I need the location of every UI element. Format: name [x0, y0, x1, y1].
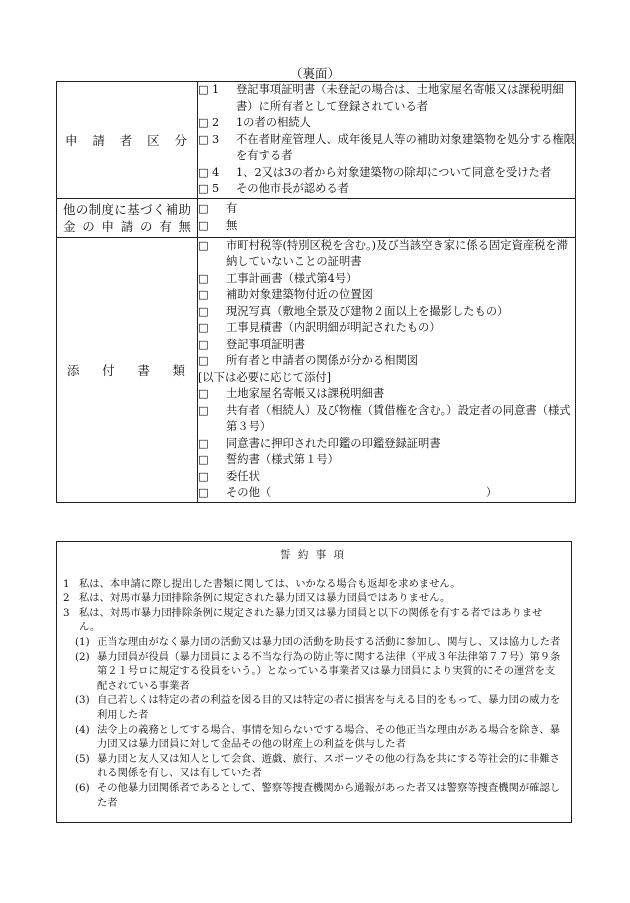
applicant-option[interactable]: [198, 82, 575, 115]
other-subsidy-option[interactable]: [198, 201, 575, 218]
attachments-label-char: 付: [102, 362, 115, 378]
pledge-subitem-number: (2): [75, 650, 90, 663]
item-text: 補助対象建築物付近の位置図: [226, 288, 373, 301]
applicant-label-cell: [57, 82, 198, 199]
checkbox[interactable]: □: [198, 486, 209, 499]
option-number: 2: [212, 116, 220, 129]
optional-attachment-item[interactable]: [198, 403, 575, 436]
checkbox[interactable]: □: [198, 271, 209, 285]
checkbox[interactable]: □: [198, 83, 209, 96]
checkbox[interactable]: □: [198, 387, 209, 400]
applicant-label: [57, 131, 197, 149]
checkbox[interactable]: □: [198, 337, 209, 351]
pledge-subitem-text: 自己若しくは特定の者の利益を図る目的又は特定の者に損害を与える目的をもって、暴力団の威力を利用した者: [97, 694, 561, 721]
attachments-label-cell: [57, 237, 198, 502]
pledge-subitem: [63, 752, 563, 781]
checkbox[interactable]: □: [198, 116, 209, 129]
optional-attachment-item[interactable]: [198, 485, 575, 502]
option-text: 有: [226, 202, 238, 215]
applicant-options: [198, 82, 576, 199]
pledge-subitem-number: (3): [75, 694, 90, 707]
optional-attachment-item[interactable]: [198, 469, 575, 486]
option-text: 登記事項証明書（未登記の場合は、土地家屋名寄帳又は課税明細書）に所有者として登録されている者: [236, 83, 564, 113]
pledge-subitem-text: 暴力団と友人又は知人として会食、遊戯、旅行、スポーツその他の行為を共にする等社会的に非難される関係を有し、又は有していた者: [97, 752, 560, 780]
pledge-subitem-number: (1): [75, 635, 90, 648]
option-text: その他市長が認める者: [236, 182, 349, 195]
item-text: 工事見積書（内訳明細が明記されたもの）: [226, 321, 441, 334]
checkbox[interactable]: □: [198, 321, 209, 334]
other-subsidy-option[interactable]: [198, 218, 575, 235]
optional-attachment-item[interactable]: [198, 436, 575, 453]
other-subsidy-label: 他の制度に基づく補助金の申請の有無: [63, 201, 191, 234]
applicant-label-char: 請: [92, 132, 105, 148]
pledge-item-number: 2: [63, 592, 70, 605]
applicant-label-char: 申: [65, 132, 78, 148]
other-subsidy-row: [57, 198, 576, 237]
pledge-item: [63, 606, 563, 635]
pledge-subitem: [63, 650, 563, 694]
pledge-item: [63, 591, 563, 606]
option-text: 不在者財産管理人、成年後見人等の補助対象建築物を処分する権限を有する者: [236, 132, 575, 162]
pledge-subitem: [63, 723, 563, 752]
item-text: 委任状: [226, 469, 260, 483]
pledge-item-text: 私は、対馬市暴力団排除条例に規定された暴力団又は暴力団員と以下の関係を有する者ではありません。: [79, 606, 543, 634]
checkbox[interactable]: □: [198, 403, 209, 417]
option-text: 1、2又は3の者から対象建築物の除却について同意を受けた者: [236, 165, 552, 179]
checkbox[interactable]: □: [198, 436, 209, 450]
checkbox[interactable]: □: [198, 182, 209, 195]
option-number: 3: [212, 132, 220, 146]
checkbox[interactable]: □: [198, 132, 209, 146]
item-text: 誓約書（様式第１号）: [226, 453, 339, 466]
item-text: 共有者（相続人）及び物権（賃借権を含む。）設定者の同意書（様式第３号）: [226, 403, 571, 433]
option-text: 1の者の相続人: [236, 116, 311, 129]
optional-attachment-item[interactable]: [198, 386, 575, 403]
attachments-label-char: 類: [172, 362, 185, 378]
attachments-list: [198, 237, 576, 502]
pledge-subitem: [63, 635, 563, 650]
checkbox[interactable]: □: [198, 469, 209, 483]
pledge-subitem-text: 正当な理由がなく暴力団の活動又は暴力団の活動を助長する活動に参加し、関与し、又は協力した者: [97, 635, 561, 648]
applicant-option[interactable]: [198, 181, 575, 198]
applicant-option[interactable]: [198, 115, 575, 132]
checkbox[interactable]: □: [198, 354, 209, 367]
attachment-item[interactable]: [198, 304, 575, 321]
checkbox[interactable]: □: [198, 304, 209, 318]
option-number: 4: [212, 165, 220, 179]
applicant-label-char: 者: [119, 132, 133, 148]
applicant-label-char: 分: [174, 132, 187, 148]
pledge-title: 誓 約 事 項: [279, 549, 346, 561]
attachment-item[interactable]: [198, 271, 575, 288]
pledge-item-number: 1: [63, 577, 70, 590]
other-subsidy-options: [198, 198, 576, 237]
pledge-item-text: 私は、本申請に際し提出した書類に関しては、いかなる場合も返却を求めません。: [79, 577, 461, 590]
checkbox[interactable]: □: [198, 238, 209, 252]
pledge-subitem-number: (5): [75, 752, 90, 765]
option-number: 5: [212, 182, 220, 195]
checkbox[interactable]: □: [198, 453, 209, 466]
application-table: [56, 81, 576, 503]
checkbox[interactable]: □: [198, 165, 209, 179]
checkbox[interactable]: □: [198, 202, 209, 215]
pledge-item-text: 私は、対馬市暴力団排除条例に規定された暴力団又は暴力団員ではありません。: [79, 592, 451, 605]
attachment-item[interactable]: [198, 353, 575, 370]
pledge-item: [63, 577, 563, 592]
item-text: 登記事項証明書: [226, 337, 306, 351]
other-subsidy-label-cell: [57, 198, 198, 237]
option-number: 1: [212, 83, 220, 96]
pledge-subitem-number: (6): [75, 781, 90, 794]
option-text: 無: [226, 218, 238, 232]
item-text: 工事計画書（様式第4号）: [226, 271, 358, 285]
attachment-item[interactable]: [198, 238, 575, 271]
applicant-option[interactable]: [198, 165, 575, 182]
attachments-row: [57, 237, 576, 502]
pledge-subitem-text: 法令上の義務としてする場合、事情を知らないでする場合、その他正当な理由がある場合を除き、暴力団又は暴力団員に対して金品その他の財産上の利益を供与した者: [97, 723, 560, 751]
pledge-subitem-text: 暴力団員が役員（暴力団員による不当な行為の防止等に関する法律（平成３年法律第７７号）第９条第２１号ロに規定する役員をいう。）となっている事業者又は暴力団員により実質的にその運営を支配されている事業者: [97, 650, 561, 692]
item-text: 所有者と申請者の関係が分かる相関図: [226, 354, 419, 367]
applicant-row: [57, 82, 576, 199]
applicant-option[interactable]: [198, 132, 575, 165]
page-heading: （裏面）: [289, 66, 340, 81]
attachments-label-char: 書: [137, 362, 150, 378]
optional-note: [以下は必要に応じて添付]: [198, 370, 332, 384]
applicant-label-char: 区: [147, 132, 160, 148]
checkbox[interactable]: □: [198, 288, 209, 301]
item-text: 同意書に押印された印鑑の印鑑登録証明書: [226, 436, 441, 450]
attachment-item[interactable]: [198, 320, 575, 337]
optional-attachment-item[interactable]: [198, 452, 575, 469]
item-text: 市町村税等(特別区税を含む。)及び当該空き家に係る固定資産税を滞納していないことの証明書: [226, 238, 569, 268]
pledge-subitem: [63, 693, 563, 722]
attachment-item[interactable]: [198, 337, 575, 354]
pledge-box: [56, 541, 572, 823]
pledge-subitem-number: (4): [75, 723, 90, 736]
pledge-item-number: 3: [63, 606, 70, 619]
item-text: 現況写真（敷地全景及び建物２面以上を撮影したもの）: [226, 304, 509, 318]
pledge-subitem-text: その他暴力団関係者であるとして、警察等捜査機関から通報があった者又は警察等捜査機関が確認した者: [97, 781, 561, 809]
pledge-subitem: [63, 781, 563, 810]
attachments-label-char: 添: [67, 362, 80, 378]
attachment-item[interactable]: [198, 287, 575, 304]
item-text: その他（ ）: [226, 486, 498, 499]
checkbox[interactable]: □: [198, 218, 209, 232]
attachments-label: [57, 361, 197, 379]
item-text: 土地家屋名寄帳又は課税明細書: [226, 387, 385, 400]
